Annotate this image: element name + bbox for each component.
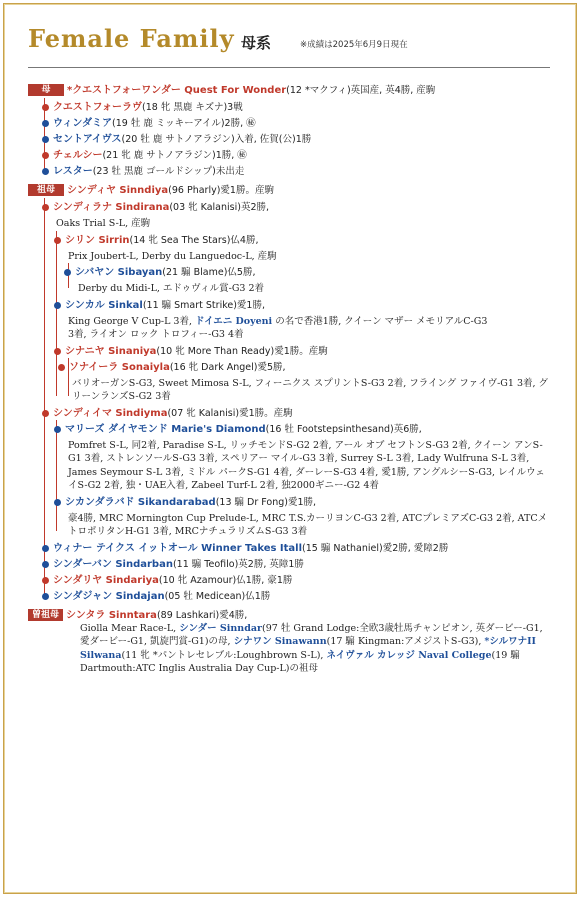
offspring-info: (03 牝 Kalanisi)英2勝,: [169, 202, 270, 213]
colt-dot-icon: [42, 593, 49, 600]
filly-dot-icon: [42, 152, 49, 159]
offspring-record: Oaks Trial S-L, 産駒: [56, 218, 151, 229]
colt-dot-icon: [64, 269, 71, 276]
offspring-info: (14 牝 Sea The Stars)仏4勝,: [129, 234, 259, 246]
offspring-info: (07 牝 Kalanisi)愛1勝。産駒: [167, 407, 293, 419]
offspring-name: シンディラナ Sindirana: [53, 202, 170, 213]
offspring-name: シリン Sirrin: [65, 234, 130, 246]
colt-dot-icon: [54, 499, 61, 506]
offspring-info: (20 牡 鹿 サトノアラジン)入着, 佐賀(公)1勝: [121, 134, 312, 145]
offspring-row: [54, 299, 552, 312]
filly-dot-icon: [42, 410, 49, 417]
offspring-row: [42, 542, 552, 555]
sinaniya-offspring: [54, 361, 552, 404]
colt-dot-icon: [54, 426, 61, 433]
offspring-row: [42, 201, 552, 214]
great-granddam-badge: 曽祖母: [28, 609, 63, 621]
offspring-info: (19 牡 鹿 ミッキーアイル)2勝, ㊙: [112, 118, 256, 129]
offspring-info: (18 牝 黒鹿 キズナ)3戦: [142, 102, 243, 113]
colt-dot-icon: [42, 561, 49, 568]
offspring-row: [58, 361, 552, 374]
offspring-record: 豪4勝, MRC Mornington Cup Prelude-L, MRC T.S.カーリヨンC-G3 2着, ATCプレミアズC-G3 2着, ATCメトロポリタンH-G1 3着, MRCナチュラリズムS-G3 3着: [68, 512, 548, 537]
offspring-row: [54, 496, 552, 509]
great-granddam-record: Giolla Mear Race-L, シンダー Sinndar(97 牡 Grand Lodge:全欧3歳牡馬チャンピオン, 英ダービー-G1, 愛ダービー-G1, 凱旋門賞-G1)の母, シナワン Sinawann(17 騸 Kingman:アメジストS-G3), *シルワナII Silwana(11 牝 *パントレセレブル:Loughbrown S-L), ネイヴァル カレッジ Naval College(19 騸 Dartmouth:ATC Inglis Australia Day Cup-L)の祖母: [80, 622, 543, 674]
offspring-name: クエストフォーラヴ: [53, 102, 142, 113]
offspring-record: Pomfret S-L, 同2着, Paradise S-L, リッチモンドS-G2 2着, アール オブ セフトンS-G3 2着, クイーン アンS-G1 3着, ストレンソールS-G3 3着, スペリアー マイル-G3 3着, Surrey S-L 3着, Lady Wulfruna S-L 3着, James Seymour S-L 3着, ミドル パークS-G1 4着, ダーレーS-G3 4着, 愛1勝, アングルシーS-G3, レイルウェイS-G2 2着, 独・UAE入着, Zabeel Turf-L 2着, 独2000ギニー-G2 4着: [68, 439, 545, 491]
offspring-row: [42, 117, 552, 130]
offspring-name: マリーズ ダイヤモンド Marie's Diamond: [65, 423, 266, 435]
as-of-note: ※成績は2025年6月9日現在: [300, 40, 408, 50]
offspring-row: [42, 165, 552, 178]
sindirana-offspring: [42, 234, 552, 404]
offspring-name: シンダリヤ Sindariya: [53, 574, 159, 586]
offspring-record: King George V Cup-L 3着, ドイエニ Doyeni の名で香港1勝, クイーン マザー メモリアルC-G3 3着, ライオン ロック トロフィー-G3 4着: [68, 315, 488, 340]
offspring-info: (23 牡 黒鹿 ゴールドシップ)未出走: [92, 166, 245, 177]
section-subtitle: 母系: [241, 34, 272, 52]
granddam-offspring: [28, 201, 552, 603]
offspring-row: [54, 423, 552, 436]
offspring-name: シナニヤ Sinaniya: [65, 345, 157, 357]
offspring-row: [42, 149, 552, 162]
offspring-info: (16 牡 Footstepsinthesand)英6勝,: [265, 423, 422, 435]
colt-dot-icon: [42, 168, 49, 175]
offspring-row: [42, 407, 552, 420]
pedigree-content: [28, 84, 552, 682]
granddam-info: (96 Pharly)愛1勝。産駒: [168, 185, 274, 196]
offspring-info: (11 騸 Smart Strike)愛1勝,: [142, 299, 265, 311]
dam-info: (12 *マクフィ)英国産, 英4勝, 産駒: [286, 85, 436, 96]
offspring-name: シカンダラバド Sikandarabad: [65, 496, 216, 508]
great-granddam-info: (89 Lashkari)愛4勝,: [156, 609, 248, 621]
offspring-info: (15 騸 Nathaniel)愛2勝, 愛障2勝: [302, 542, 449, 554]
offspring-info: (21 騸 Blame)仏5勝,: [162, 267, 256, 278]
colt-dot-icon: [42, 120, 49, 127]
section-title: Female Family: [28, 24, 235, 53]
dam-name: *クエストフォーワンダー Quest For Wonder: [67, 85, 287, 96]
sirrin-offspring: [54, 266, 552, 296]
granddam-section: [28, 184, 552, 603]
offspring-row: [42, 101, 552, 114]
sindiyma-offspring: [42, 423, 552, 539]
offspring-row: [42, 133, 552, 146]
offspring-info: (13 騸 Dr Fong)愛1勝,: [215, 496, 317, 508]
offspring-record: Prix Joubert-L, Derby du Languedoc-L, 産駒: [68, 250, 277, 262]
offspring-info: (05 牡 Medicean)仏1勝: [164, 590, 271, 602]
offspring-record: バリオーガンS-G3, Sweet Mimosa S-L, フィーニクス スプリントS-G3 2着, フライング ファイヴ-G1 3着, グリーンランズS-G2 3着: [72, 377, 549, 402]
dam-section: [28, 84, 552, 178]
great-granddam-section: [28, 609, 552, 676]
offspring-info: (16 牝 Dark Angel)愛5勝,: [169, 361, 286, 373]
offspring-info: (10 牝 More Than Ready)愛1勝。産駒: [156, 345, 328, 357]
dam-offspring: [28, 101, 552, 178]
offspring-name: シンダーバン Sindarban: [53, 558, 173, 570]
offspring-name: シバヤン Sibayan: [75, 267, 163, 278]
offspring-name: シンダジャン Sindajan: [53, 590, 165, 602]
dam-badge: 母: [28, 84, 64, 96]
offspring-name: シンカル Sinkal: [65, 299, 143, 311]
offspring-name: ウィナー テイクス イットオール Winner Takes Itall: [53, 542, 303, 554]
offspring-row: [42, 558, 552, 571]
filly-dot-icon: [42, 104, 49, 111]
great-granddam-name: シンタラ Sinntara: [66, 609, 157, 621]
colt-dot-icon: [42, 136, 49, 143]
filly-dot-icon: [42, 204, 49, 211]
filly-dot-icon: [42, 577, 49, 584]
offspring-row: [54, 234, 552, 247]
filly-dot-icon: [54, 237, 61, 244]
offspring-row: [54, 345, 552, 358]
offspring-row: [42, 590, 552, 603]
offspring-name: ソナイーラ Sonaiyla: [69, 361, 170, 373]
offspring-info: (10 牝 Azamour)仏1勝, 豪1勝: [158, 574, 293, 586]
offspring-info: (11 騸 Teofilo)英2勝, 英障1勝: [172, 558, 304, 570]
colt-dot-icon: [54, 302, 61, 309]
granddam-badge: 祖母: [28, 184, 64, 196]
offspring-name: セントアイヴス: [53, 134, 122, 145]
filly-dot-icon: [58, 364, 65, 371]
offspring-name: ウィンダミア: [53, 118, 112, 129]
granddam-name: シンディヤ Sinndiya: [67, 185, 169, 196]
offspring-name: レスター: [53, 166, 93, 177]
offspring-row: [42, 574, 552, 587]
divider: [28, 67, 550, 68]
offspring-record: Derby du Midi-L, エドゥヴィル賞-G3 2着: [78, 283, 265, 294]
offspring-row: [64, 266, 552, 279]
offspring-name: チェルシー: [53, 150, 103, 161]
filly-dot-icon: [54, 348, 61, 355]
colt-dot-icon: [42, 545, 49, 552]
offspring-name: シンディイマ Sindiyma: [53, 407, 168, 419]
offspring-info: (21 牝 鹿 サトノアラジン)1勝, ㊙: [102, 150, 247, 161]
